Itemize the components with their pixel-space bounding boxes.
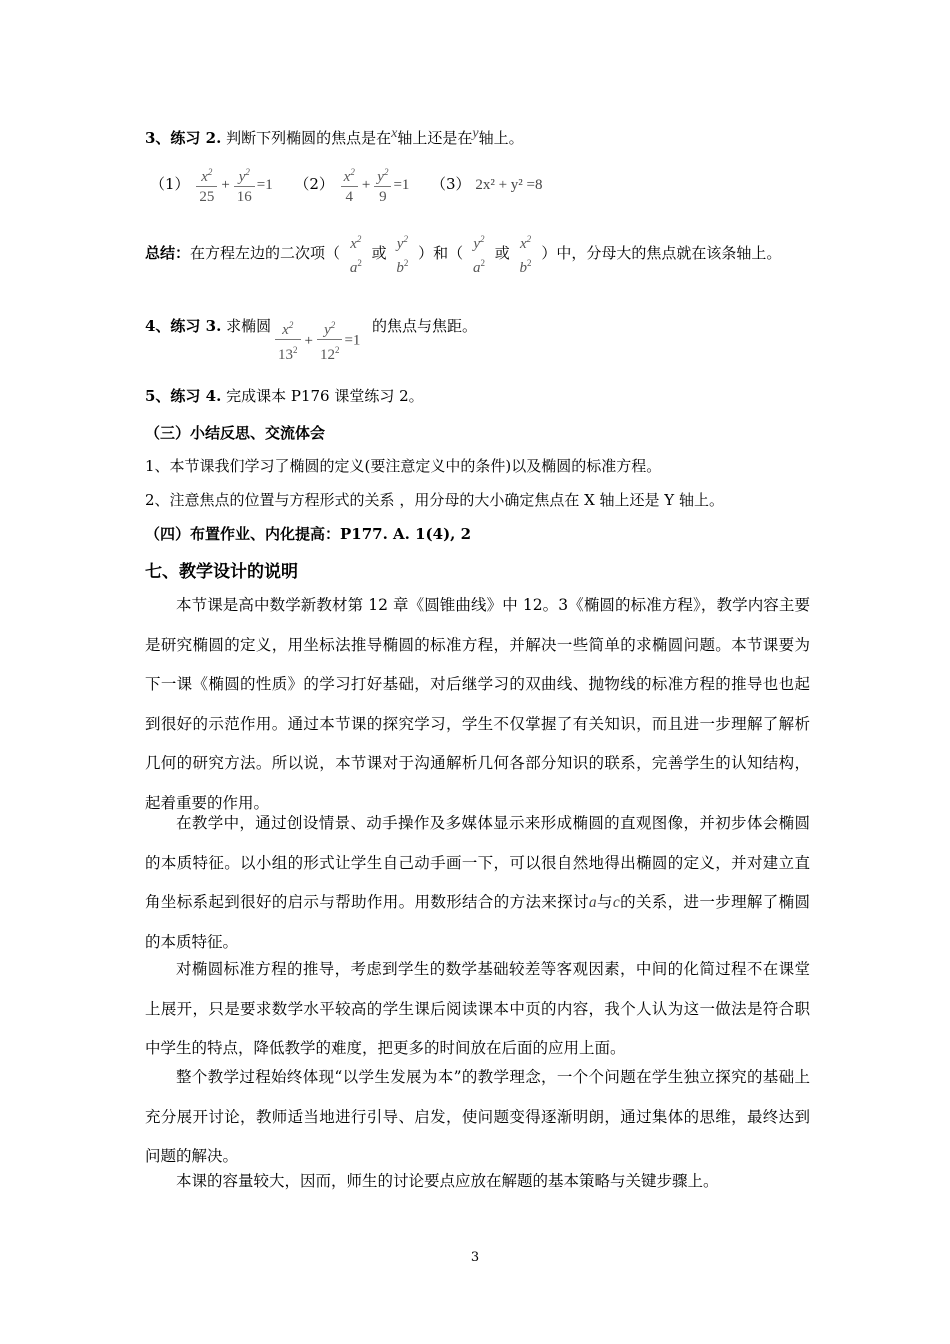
summary-line [145,228,781,278]
var-x: x [391,126,398,141]
p2-text-a: 在教学中，通过创设情景、动手操作及多媒体显示来形成椭圆的直观图像，并初步体会椭圆的本质特征。以小组的形式让学生自己动手画一下，可以很自然地得出椭圆的定义，并对建立直角坐标系起到很好的启示与帮助作用。用数形结合的方法来探讨 [145,814,810,911]
summary-text-c: ）中，分母大的焦点就在该条轴上。 [541,244,782,262]
eq2-rhs: =1 [393,177,410,193]
var-c: c [612,894,620,911]
eq2-frac-y: $\frac{y^2}{9}$ [374,163,391,207]
summary-frac-y-a: $y^2$ $a^2$ [472,234,485,276]
eq1-den-25: 25 [199,189,215,205]
eq1-frac-y: $\frac{y^2}{16}$ [234,163,255,207]
section-7-title: 七、教学设计的说明 [145,562,298,582]
section-7-paragraph-2 [145,804,810,962]
section-4-title: （四）布置作业、内化提高：P177. A. 1(4), 2 [145,525,472,543]
eq1-num-x: x [201,169,208,185]
exercise-3-equation: $\frac{x^2}{13^2}$ + $\frac{y^2}{12^2}$ =1 [273,316,360,365]
exercise-3-text-a: 求椭圆 [226,317,272,335]
p2-and: 与 [596,893,613,911]
ex3-rhs: =1 [344,332,361,349]
eq1-label: （1） [150,175,190,193]
exercise-2-label: 3、练习 2. [145,129,222,147]
p2-text-b: 的关系，进一步理解了椭圆的本质特征。 [145,893,810,951]
section-7-paragraph-1: 本节课是高中数学新教材第 12 章《圆锥曲线》中 12。3《椭圆的标准方程》，教学内容主要是研究椭圆的定义，用坐标法推导椭圆的标准方程，并解决一些简单的求椭圆问题。本节课要为下一课《椭圆的性质》的学习打好基础，对后继学习的双曲线、抛物线的标准方程的推导也也起到很好的示范作用。通过本节课的探究学习，学生不仅掌握了有关知识，而且进一步理解了解析几何的研究方法。所以说，本节课对于沟通解析几何各部分知识的联系，完善学生的认知结构，起着重要的作用。 [145,596,810,812]
exercise-4-label: 5、练习 4. [145,387,222,405]
exercise-3-label: 4、练习 3. [145,317,222,335]
eq1-frac-x: $\frac{x^2}{25}$ [196,163,217,207]
section-3-title: （三）小结反思、交流体会 [145,424,326,442]
exercise-4-line [145,386,424,406]
eq2-num-y: y [377,169,384,185]
eq3-expression: 2x² + y² =8 [475,177,543,193]
summary-frac-x-b: $x^2$ $b^2$ [519,234,532,276]
eq2-num-x: x [343,169,351,185]
equations-line: （1） $\frac{x^2}{25}$ + $\frac{y^2}{16}$ =1 （2） $\frac{x^2}{4}$ + $\frac{y^2}{9}$ =1 （3） 2x² + y² =8 [150,160,543,209]
section-7-paragraph-4: 整个教学过程始终体现“以学生发展为本”的教学理念，一个个问题在学生独立探究的基础上充分展开讨论，教师适当地进行引导、启发，使问题变得逐渐明朗，通过集体的思维，最终达到问题的解决。 [145,1068,810,1165]
section-3-item-2: 2、注意焦点的位置与方程形式的关系 ，用分母的大小确定焦点在 X 轴上还是 Y 轴上。 [145,491,724,509]
exercise-2-text-a: 判断下列椭圆的焦点是在 [226,129,392,147]
var-y: y [472,126,479,141]
summary-frac-x-a: $x^2$ $a^2$ [349,234,362,276]
eq2-den-9: 9 [379,189,387,205]
eq2-frac-x: $\frac{x^2}{4}$ [341,163,358,207]
exercise-3-line [145,316,271,336]
eq1-num-y: y [238,169,246,185]
summary-text-a: 在方程左边的二次项（ [190,244,341,262]
exercise-4-text: 完成课本 P176 课堂练习 2。 [226,387,424,405]
page-number: 3 [470,1250,480,1265]
summary-label: 总结： [145,244,191,262]
eq2-label: （2） [294,175,334,193]
exercise-2-text-c: 轴上。 [478,129,524,147]
section-7-paragraph-5: 本课的容量较大，因而，师生的讨论要点应放在解题的基本策略与关键步骤上。 [176,1172,719,1190]
section-3-item-1: 1、本节课我们学习了椭圆的定义(要注意定义中的条件)以及椭圆的标准方程。 [145,457,662,475]
ex3-frac-x: $\frac{x^2}{13^2}$ [275,316,301,365]
exercise-2-text-b: 轴上还是在 [397,129,473,147]
eq1-rhs: =1 [256,177,273,193]
exercise-3-text-b: 的焦点与焦距。 [372,317,478,335]
eq3-label: （3） [431,175,471,193]
var-a: a [588,894,597,911]
summary-frac-y-b: $y^2$ $b^2$ [396,234,409,276]
summary-text-b: ）和（ [418,244,464,262]
summary-or-1: 或 [371,244,387,262]
section-7-paragraph-3: 对椭圆标准方程的推导，考虑到学生的数学基础较差等客观因素，中间的化简过程不在课堂上展开，只是要求数学水平较高的学生课后阅读课本中页的内容，我个人认为这一做法是符合职中学生的特点，降低教学的难度，把更多的时间放在后面的应用上面。 [145,960,810,1057]
summary-or-2: 或 [494,244,510,262]
eq1-den-16: 16 [236,189,252,205]
exercise-2-line [145,128,524,150]
eq2-den-4: 4 [345,189,353,205]
ex3-frac-y: $\frac{y^2}{12^2}$ [317,316,343,365]
